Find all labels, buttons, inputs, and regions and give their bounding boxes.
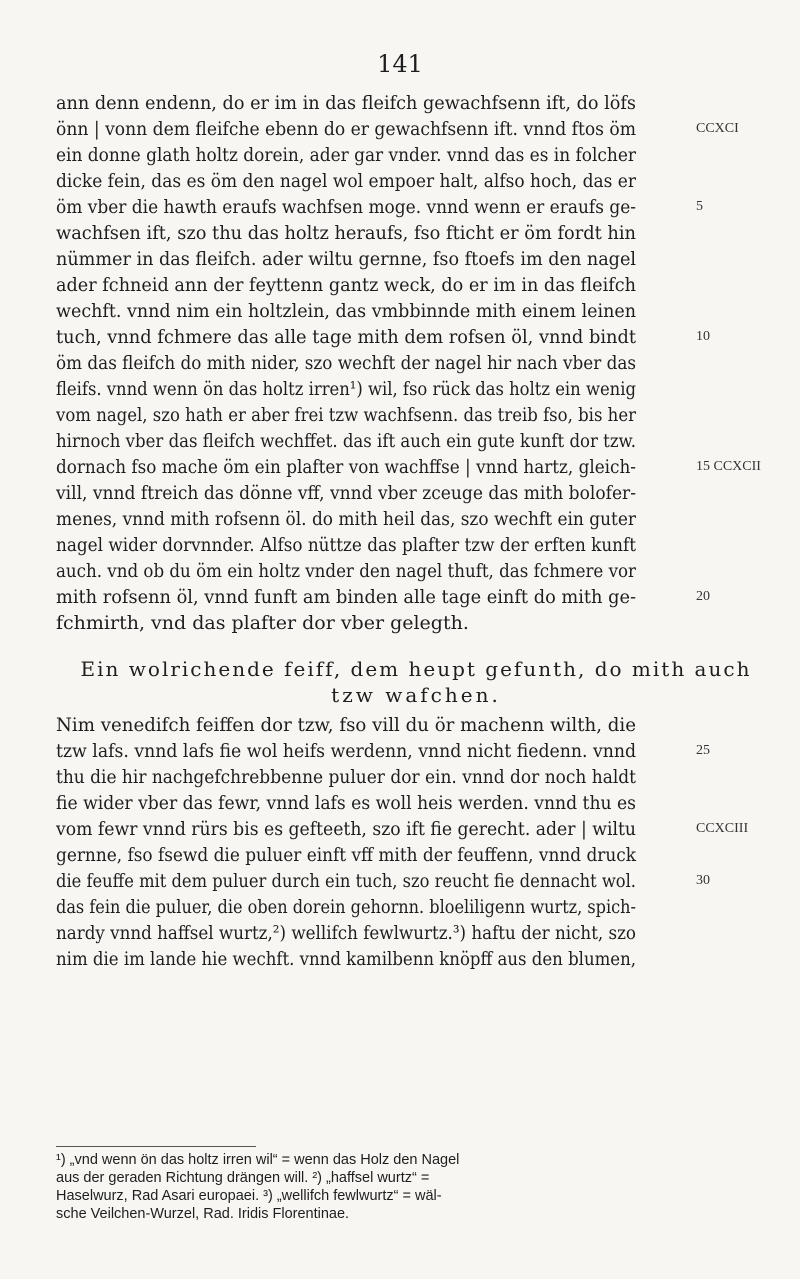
- margin-note: 10: [696, 329, 710, 344]
- text-line: [56, 194, 776, 220]
- text-line: [56, 738, 776, 764]
- text-line: [56, 298, 776, 324]
- footnote-line: ¹) „vnd wenn ön das holtz irren wil“ = wenn das Holz den Nagel: [56, 1152, 460, 1168]
- line-text: ann denn endenn, do er im in das fleifch gewachfsenn ift, do löfs: [56, 92, 636, 114]
- text-line: [56, 376, 776, 402]
- line-text: ader fchneid ann der feyttenn gantz weck, do er im in das fleifch: [56, 274, 636, 296]
- line-text: menes, vnnd mith rofsenn öl. do mith heil das, szo wechft ein guter: [56, 508, 636, 530]
- section-heading-continued: tzw wafchen.: [331, 683, 501, 707]
- text-line: [56, 272, 776, 298]
- line-text: hirnoch vber das fleifch wechffet. das ift auch ein gute kunft dor tzw.: [56, 430, 636, 452]
- section-heading: Ein wolrichende feiff, dem heupt gefunth, do mith auch: [80, 657, 752, 681]
- text-line: [56, 532, 776, 558]
- text-line: [56, 480, 776, 506]
- text-line: [56, 246, 776, 272]
- text-line: [56, 168, 776, 194]
- text-line: [56, 402, 776, 428]
- line-text: vom fewr vnnd rürs bis es gefteeth, szo ift fie gerecht. ader | wiltu: [56, 818, 636, 840]
- text-line: [56, 584, 776, 610]
- line-text: vill, vnnd ftreich das dönne vff, vnnd vber zceuge das mith bolofer-: [56, 482, 636, 504]
- line-text: dornach fso mache öm ein plafter von wachffse | vnnd hartz, gleich-: [56, 456, 636, 478]
- text-line: [56, 506, 776, 532]
- text-line: [56, 428, 776, 454]
- text-line: [56, 558, 776, 584]
- text-line: [56, 142, 776, 168]
- text-line: [56, 454, 776, 480]
- footnote-divider: [56, 1146, 256, 1147]
- text-line: [56, 350, 776, 376]
- line-text: dicke fein, das es öm den nagel wol empoer halt, alfso hoch, das er: [56, 170, 636, 192]
- margin-note: 5: [696, 199, 703, 214]
- line-text: nim die im lande hie wechft. vnnd kamilbenn knöpff aus den blumen,: [56, 948, 636, 970]
- text-line: [56, 220, 776, 246]
- text-line: [56, 868, 776, 894]
- line-text: fleifs. vnnd wenn ön das holtz irren¹) wil, fso rück das holtz ein wenig: [56, 378, 636, 400]
- line-text: öm vber die hawth eraufs wachfsen moge. vnnd wenn er eraufs ge-: [56, 196, 636, 218]
- margin-note: 20: [696, 589, 710, 604]
- line-text: nagel wider dorvnnder. Alfso nüttze das plafter tzw der erften kunft: [56, 534, 636, 556]
- line-text: nümmer in das fleifch. ader wiltu gernne, fso ftoefs im den nagel: [56, 248, 636, 270]
- margin-note: CCXCI: [696, 121, 739, 136]
- margin-note: 25: [696, 743, 710, 758]
- text-line: [56, 842, 776, 868]
- margin-note: 15 CCXCII: [696, 459, 761, 474]
- line-text: fie wider vber das fewr, vnnd lafs es woll heis werden. vnnd thu es: [56, 792, 636, 814]
- line-text: das fein die puluer, die oben dorein gehornn. bloeliligenn wurtz, spich-: [56, 896, 636, 918]
- text-line: [56, 90, 776, 116]
- line-text: vom nagel, szo hath er aber frei tzw wachfsenn. das treib fso, bis her: [56, 404, 636, 426]
- line-text: önn | vonn dem fleifche ebenn do er gewachfsenn ift. vnnd ftos öm: [56, 118, 636, 140]
- line-text: Nim venedifch feiffen dor tzw, fso vill du ör machenn wilth, die: [56, 714, 636, 736]
- text-line: [56, 816, 776, 842]
- line-text: tzw lafs. vnnd lafs fie wol heifs werdenn, vnnd nicht fiedenn. vnnd: [56, 740, 636, 762]
- text-line: [56, 116, 776, 142]
- line-text: gernne, fso fsewd die puluer einft vff mith der feuffenn, vnnd druck: [56, 844, 636, 866]
- line-text: ein donne glath holtz dorein, ader gar vnder. vnnd das es in folcher: [56, 144, 636, 166]
- line-text: nardy vnnd haffsel wurtz,²) wellifch fewlwurtz.³) haftu der nicht, szo: [56, 922, 636, 944]
- line-text: öm das fleifch do mith nider, szo wechft der nagel hir nach vber das: [56, 352, 636, 374]
- text-line: [56, 712, 776, 738]
- page-number: 141: [377, 50, 423, 78]
- footnote-line: aus der geraden Richtung drängen will. ²) „haffsel wurtz“ =: [56, 1170, 430, 1186]
- line-text: wechft. vnnd nim ein holtzlein, das vmbbinnde mith einem leinen: [56, 300, 636, 322]
- text-line: [56, 894, 776, 920]
- line-text: mith rofsenn öl, vnnd funft am binden alle tage einft do mith ge-: [56, 586, 636, 608]
- text-line: [56, 946, 776, 972]
- margin-note: 30: [696, 873, 710, 888]
- line-text: tuch, vnnd fchmere das alle tage mith dem rofsen öl, vnnd bindt: [56, 326, 636, 348]
- text-line: [56, 324, 776, 350]
- line-text: fchmirth, vnd das plafter dor vber gelegth.: [56, 612, 469, 634]
- line-text: thu die hir nachgefchrebbenne puluer dor ein. vnnd dor noch haldt: [56, 766, 636, 788]
- text-line: [56, 764, 776, 790]
- footnote-line: Haselwurz, Rad Asari europaei. ³) „wellifch fewlwurtz“ = wäl-: [56, 1188, 442, 1204]
- footnotes: [56, 1151, 736, 1223]
- body-text: [56, 90, 776, 972]
- line-text: die feuffe mit dem puluer durch ein tuch, szo reucht fie dennacht wol.: [56, 870, 636, 892]
- text-line: [56, 610, 776, 636]
- footnote-line: sche Veilchen-Wurzel, Rad. Iridis Florentinae.: [56, 1206, 350, 1222]
- text-line: [56, 920, 776, 946]
- line-text: wachfsen ift, szo thu das holtz heraufs, fso fticht er öm fordt hin: [56, 222, 636, 244]
- line-text: auch. vnd ob du öm ein holtz vnder den nagel thuft, das fchmere vor: [56, 560, 636, 582]
- margin-note: CCXCIII: [696, 821, 749, 836]
- text-line: [56, 790, 776, 816]
